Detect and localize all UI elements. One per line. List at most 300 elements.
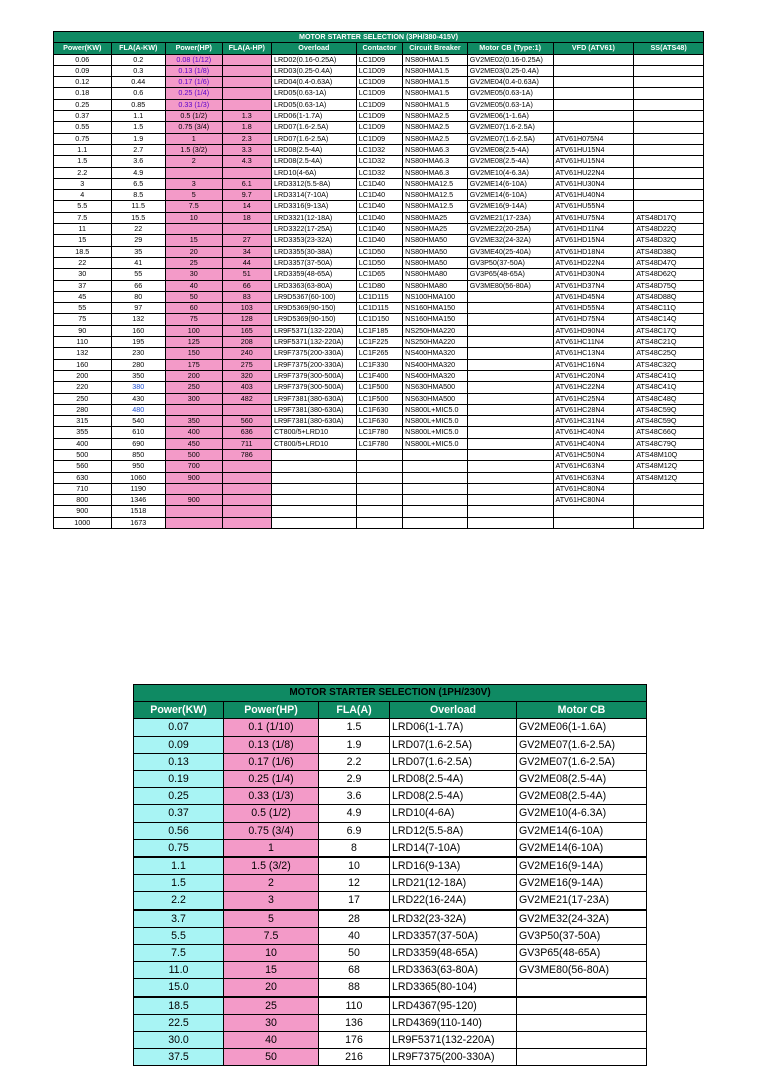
table-cell <box>634 122 704 133</box>
table-row <box>54 472 704 483</box>
table-row <box>54 269 704 280</box>
table-cell <box>403 495 468 506</box>
table-title: MOTOR STARTER SELECTION (3PH/380-415V) <box>54 32 704 43</box>
table-cell <box>517 1014 647 1031</box>
table-cell: 75 <box>54 314 112 325</box>
table-cell: 450 <box>166 438 223 449</box>
table-cell: ATV61HC20N4 <box>553 370 634 381</box>
table-cell: 50 <box>166 291 223 302</box>
table-cell: LC1D40 <box>356 212 402 223</box>
table-cell <box>553 122 634 133</box>
table-cell: 20 <box>224 979 319 997</box>
table-cell <box>403 449 468 460</box>
table-cell: 710 <box>54 483 112 494</box>
table-cell: NS80HMA2.5 <box>403 111 468 122</box>
table-cell: 610 <box>111 427 166 438</box>
table-cell: LRD3355(30-38A) <box>271 246 356 257</box>
table-cell: 1673 <box>111 517 166 528</box>
table-cell <box>271 483 356 494</box>
table-cell: ATV61HC40N4 <box>553 438 634 449</box>
table-cell: NS80HMA1.5 <box>403 54 468 65</box>
table-cell: 0.19 <box>134 771 224 788</box>
table-cell: 220 <box>54 382 112 393</box>
table-cell: 900 <box>166 495 223 506</box>
table-row <box>134 910 647 928</box>
table-cell: 17 <box>319 892 390 910</box>
table-cell: 0.2 <box>111 54 166 65</box>
table-cell: ATV61HD75N4 <box>553 314 634 325</box>
table-cell: LRD10(4-6A) <box>390 805 517 822</box>
table-cell <box>634 88 704 99</box>
table-cell: ATS48C11Q <box>634 303 704 314</box>
table-cell <box>222 99 271 110</box>
table-cell: 275 <box>222 359 271 370</box>
table-cell: ATV61HC13N4 <box>553 348 634 359</box>
table-cell: 15 <box>224 962 319 979</box>
table-cell <box>467 404 553 415</box>
table-cell: 200 <box>54 370 112 381</box>
table-cell: 6.5 <box>111 178 166 189</box>
table-cell: 128 <box>222 314 271 325</box>
table-cell: LRD3363(63-80A) <box>390 962 517 979</box>
table-cell: LRD32(23-32A) <box>390 910 517 928</box>
table-cell: 630 <box>54 472 112 483</box>
table-cell: NS80HMA80 <box>403 269 468 280</box>
table-cell: LC1F780 <box>356 427 402 438</box>
table-cell: 9.7 <box>222 190 271 201</box>
table-cell: GV2ME08(2.5-4A) <box>517 771 647 788</box>
table-cell: 0.75 <box>54 133 112 144</box>
table-cell: ATS48D22Q <box>634 224 704 235</box>
table-row <box>54 506 704 517</box>
table-row <box>134 875 647 892</box>
table-cell: CT800/5+LRD10 <box>271 427 356 438</box>
table-cell <box>634 517 704 528</box>
table-cell: 0.09 <box>54 65 112 76</box>
table-cell: GV2ME07(1.6-2.5A) <box>517 736 647 753</box>
table-cell: 83 <box>222 291 271 302</box>
table-cell: ATV61HD11N4 <box>553 224 634 235</box>
table-cell: 110 <box>319 997 390 1015</box>
table-cell: 165 <box>222 325 271 336</box>
table-cell: NS800L+MIC5.0 <box>403 416 468 427</box>
table-cell: NS80HMA1.5 <box>403 99 468 110</box>
table-row <box>54 427 704 438</box>
table-row <box>54 483 704 494</box>
table-cell: 25 <box>166 257 223 268</box>
table-cell: 700 <box>166 461 223 472</box>
table-cell: 30.0 <box>134 1032 224 1049</box>
table-cell: 15 <box>54 235 112 246</box>
table-cell: 100 <box>166 325 223 336</box>
table-cell: 0.09 <box>134 736 224 753</box>
table-row <box>134 771 647 788</box>
table-cell <box>467 359 553 370</box>
table-cell: GV2ME08(2.5-4A) <box>517 788 647 805</box>
table-cell: GV3ME80(56-80A) <box>467 280 553 291</box>
table-cell: 7.5 <box>54 212 112 223</box>
table-cell: 1518 <box>111 506 166 517</box>
table-cell: ATV61HD22N4 <box>553 257 634 268</box>
table-cell: NS80HMA1.5 <box>403 88 468 99</box>
table-row <box>54 246 704 257</box>
table-cell: ATS48C21Q <box>634 337 704 348</box>
table-cell: NS400HMA320 <box>403 359 468 370</box>
table-cell: 1346 <box>111 495 166 506</box>
table-cell: ATV61HD15N4 <box>553 235 634 246</box>
table-cell: ATS48C14Q <box>634 314 704 325</box>
table-cell: LRD3359(48-65A) <box>271 269 356 280</box>
table-cell: GV2ME22(20-25A) <box>467 224 553 235</box>
table-cell: LR9D5369(90-150) <box>271 314 356 325</box>
table-cell: 560 <box>222 416 271 427</box>
table-cell: ATV61HC63N4 <box>553 472 634 483</box>
table-cell: 1.5 <box>54 156 112 167</box>
table-cell <box>553 506 634 517</box>
table-cell: 10 <box>319 857 390 875</box>
table-cell <box>634 178 704 189</box>
table-cell: ATS48C48Q <box>634 393 704 404</box>
table-cell <box>222 506 271 517</box>
table-cell: 3 <box>54 178 112 189</box>
table-cell <box>222 404 271 415</box>
table-cell: ATV61HC80N4 <box>553 483 634 494</box>
table-cell <box>356 461 402 472</box>
table-row <box>54 111 704 122</box>
table-cell: GV3ME40(25-40A) <box>467 246 553 257</box>
table-cell: 3.7 <box>134 910 224 928</box>
table-cell: 40 <box>224 1032 319 1049</box>
table-cell: GV2ME07(1.6-2.5A) <box>467 122 553 133</box>
column-header: VFD (ATV61) <box>553 43 634 54</box>
table-cell: LR9D5367(60-100) <box>271 291 356 302</box>
table-cell: 0.1 (1/10) <box>224 719 319 736</box>
table-cell: 55 <box>111 269 166 280</box>
table-cell: 1.5 <box>134 875 224 892</box>
table-cell: 2.2 <box>319 753 390 770</box>
table-row <box>134 822 647 839</box>
table-row <box>54 156 704 167</box>
table-cell: 6.9 <box>319 822 390 839</box>
table-cell: LR9F5371(132-220A) <box>271 337 356 348</box>
table-cell <box>467 506 553 517</box>
table-cell: 7.5 <box>166 201 223 212</box>
table-row <box>134 979 647 997</box>
table-cell: NS160HMA150 <box>403 303 468 314</box>
table-cell: 2.3 <box>222 133 271 144</box>
table-cell: ATS48C17Q <box>634 325 704 336</box>
table-cell: ATS48M10Q <box>634 449 704 460</box>
table-cell: 0.6 <box>111 88 166 99</box>
table-cell: ATS48D47Q <box>634 257 704 268</box>
table-cell: ATS48C59Q <box>634 404 704 415</box>
table-row <box>54 438 704 449</box>
table-cell: 200 <box>166 370 223 381</box>
table-cell <box>222 167 271 178</box>
table-cell: 75 <box>166 314 223 325</box>
table-cell: LR9F7375(200-330A) <box>390 1049 517 1066</box>
table-row <box>54 122 704 133</box>
table-cell: LC1D32 <box>356 144 402 155</box>
table-cell: 2.2 <box>54 167 112 178</box>
table-cell <box>467 483 553 494</box>
table-cell: LC1F265 <box>356 348 402 359</box>
table-cell: 355 <box>54 427 112 438</box>
table-cell: 28 <box>319 910 390 928</box>
table-cell: LC1F400 <box>356 370 402 381</box>
column-header: FLA(A) <box>319 702 390 719</box>
table-cell: LR9F7381(380-630A) <box>271 404 356 415</box>
table-cell <box>222 472 271 483</box>
table-cell: ATV61HC31N4 <box>553 416 634 427</box>
column-header: Circuit Breaker <box>403 43 468 54</box>
table-cell: 2.9 <box>319 771 390 788</box>
table-cell: 50 <box>224 1049 319 1066</box>
table-cell: NS80HMA1.5 <box>403 65 468 76</box>
table-cell: 0.5 (1/2) <box>224 805 319 822</box>
table-cell: 786 <box>222 449 271 460</box>
table-cell <box>403 517 468 528</box>
table-title: MOTOR STARTER SELECTION (1PH/230V) <box>134 685 647 702</box>
table-cell: 1.3 <box>222 111 271 122</box>
table-cell: LC1D09 <box>356 77 402 88</box>
table-cell: 0.33 (1/3) <box>224 788 319 805</box>
table-cell <box>467 325 553 336</box>
table-cell: GV2ME06(1-1.6A) <box>517 719 647 736</box>
table-cell: 400 <box>166 427 223 438</box>
table-cell: ATV61H075N4 <box>553 133 634 144</box>
table-cell: 0.17 (1/6) <box>166 77 223 88</box>
table-cell: GV2ME07(1.6-2.5A) <box>467 133 553 144</box>
motor-starter-1ph-table <box>133 684 647 1066</box>
table-cell: LRD4369(110-140) <box>390 1014 517 1031</box>
table-cell <box>517 1032 647 1049</box>
column-header: Power(HP) <box>224 702 319 719</box>
table-cell: 10 <box>224 945 319 962</box>
table-cell: LC1F500 <box>356 382 402 393</box>
table-cell: 5 <box>166 190 223 201</box>
table-cell <box>356 517 402 528</box>
table-cell: NS80HMA12.5 <box>403 178 468 189</box>
table-cell: 2.7 <box>111 144 166 155</box>
table-cell: 1060 <box>111 472 166 483</box>
table-row <box>54 235 704 246</box>
table-cell: LC1D40 <box>356 224 402 235</box>
table-cell <box>467 495 553 506</box>
table-cell <box>553 77 634 88</box>
table-cell: LC1D40 <box>356 190 402 201</box>
table-cell: GV3P65(48-65A) <box>517 945 647 962</box>
table-cell: 30 <box>224 1014 319 1031</box>
table-cell <box>356 495 402 506</box>
column-header: SS(ATS48) <box>634 43 704 54</box>
table-cell: NS400HMA320 <box>403 348 468 359</box>
table-cell: 5 <box>224 910 319 928</box>
table-cell: LC1D09 <box>356 111 402 122</box>
table-cell: 0.18 <box>54 88 112 99</box>
table-cell: 30 <box>54 269 112 280</box>
table-cell: GV2ME03(0.25-0.4A) <box>467 65 553 76</box>
table-cell: 25 <box>224 997 319 1015</box>
table-cell <box>634 65 704 76</box>
table-cell: 10 <box>166 212 223 223</box>
table-row <box>54 88 704 99</box>
table-cell: NS100HMA100 <box>403 291 468 302</box>
table-row <box>54 224 704 235</box>
table-cell: 18 <box>222 212 271 223</box>
table-cell: NS630HMA500 <box>403 393 468 404</box>
table-row <box>54 449 704 460</box>
table-cell: 315 <box>54 416 112 427</box>
table-cell <box>222 224 271 235</box>
table-cell: ATV61HC11N4 <box>553 337 634 348</box>
table-cell: LRD07(1.6-2.5A) <box>390 753 517 770</box>
table-cell: GV2ME32(24-32A) <box>467 235 553 246</box>
table-cell: LRD22(16-24A) <box>390 892 517 910</box>
table-cell: 1.8 <box>222 122 271 133</box>
table-cell: ATV61HC25N4 <box>553 393 634 404</box>
table-cell: GV3ME80(56-80A) <box>517 962 647 979</box>
table-cell: NS80HMA25 <box>403 224 468 235</box>
table-cell: LC1F780 <box>356 438 402 449</box>
column-header: Power(KW) <box>54 43 112 54</box>
table-row <box>54 133 704 144</box>
table-cell: ATV61HD45N4 <box>553 291 634 302</box>
table-cell <box>166 506 223 517</box>
table-cell: 403 <box>222 382 271 393</box>
table-cell: ATV61HC16N4 <box>553 359 634 370</box>
table-row <box>54 393 704 404</box>
table-cell <box>553 111 634 122</box>
table-cell <box>553 54 634 65</box>
table-row <box>54 201 704 212</box>
table-cell <box>166 224 223 235</box>
table-cell: 5.5 <box>134 927 224 944</box>
table-cell: 66 <box>111 280 166 291</box>
table-cell: ATS48C79Q <box>634 438 704 449</box>
table-cell: GV2ME08(2.5-4A) <box>467 156 553 167</box>
table-cell <box>553 65 634 76</box>
table-cell: 3 <box>224 892 319 910</box>
table-cell: CT800/5+LRD10 <box>271 438 356 449</box>
table-cell: 0.25 <box>134 788 224 805</box>
table-cell: LRD07(1.6-2.5A) <box>271 133 356 144</box>
table-cell <box>356 506 402 517</box>
table-cell: 1190 <box>111 483 166 494</box>
table-row <box>54 54 704 65</box>
table-cell: LC1D150 <box>356 314 402 325</box>
table-cell: 0.12 <box>54 77 112 88</box>
column-header: FLA(A-KW) <box>111 43 166 54</box>
table-row <box>54 291 704 302</box>
table-cell: 0.85 <box>111 99 166 110</box>
table-cell: 132 <box>54 348 112 359</box>
table-cell <box>634 144 704 155</box>
table-row <box>54 77 704 88</box>
table-cell <box>222 65 271 76</box>
table-cell: 7.5 <box>224 927 319 944</box>
table-cell: NS160HMA150 <box>403 314 468 325</box>
table-cell: 12 <box>319 875 390 892</box>
table-row <box>54 314 704 325</box>
table-cell: 35 <box>111 246 166 257</box>
table-cell: GV3P50(37-50A) <box>517 927 647 944</box>
table-cell: 0.37 <box>134 805 224 822</box>
table-row <box>134 892 647 910</box>
table-cell: 690 <box>111 438 166 449</box>
table-cell: 136 <box>319 1014 390 1031</box>
table-cell: LRD3316(9-13A) <box>271 201 356 212</box>
table-cell: ATV61HU40N4 <box>553 190 634 201</box>
table-cell: 482 <box>222 393 271 404</box>
table-cell: LRD07(1.6-2.5A) <box>271 122 356 133</box>
table-cell: NS80HMA80 <box>403 280 468 291</box>
table-cell: ATV61HU15N4 <box>553 144 634 155</box>
table-cell: 300 <box>166 393 223 404</box>
table-cell <box>467 416 553 427</box>
table-cell: 0.55 <box>54 122 112 133</box>
table-cell <box>356 472 402 483</box>
table-cell: LC1D65 <box>356 269 402 280</box>
table-cell: NS400HMA320 <box>403 370 468 381</box>
table-cell: ATV61HD18N4 <box>553 246 634 257</box>
table-row <box>54 370 704 381</box>
table-cell: 4.3 <box>222 156 271 167</box>
table-cell: LC1F330 <box>356 359 402 370</box>
table-cell <box>166 483 223 494</box>
table-row <box>54 167 704 178</box>
table-row <box>54 348 704 359</box>
table-cell: LRD3312(5.5-8A) <box>271 178 356 189</box>
table-cell: LR9F7375(200-330A) <box>271 359 356 370</box>
table-cell: ATS48D75Q <box>634 280 704 291</box>
table-row <box>54 178 704 189</box>
table-row <box>134 839 647 857</box>
table-cell: 68 <box>319 962 390 979</box>
table-cell <box>271 495 356 506</box>
table-cell: ATV61HC22N4 <box>553 382 634 393</box>
table-cell: ATV61HC63N4 <box>553 461 634 472</box>
table-cell <box>467 517 553 528</box>
table-cell: 380 <box>111 382 166 393</box>
table-cell: ATS48C59Q <box>634 416 704 427</box>
table-cell: LR9F5371(132-220A) <box>390 1032 517 1049</box>
table-cell: NS80HMA2.5 <box>403 133 468 144</box>
table-cell: 30 <box>166 269 223 280</box>
table-row <box>54 257 704 268</box>
table-cell: NS80HMA50 <box>403 246 468 257</box>
table-cell: 0.13 (1/8) <box>166 65 223 76</box>
table-cell: LR9F7381(380-630A) <box>271 393 356 404</box>
table-cell: GV2ME14(6-10A) <box>517 822 647 839</box>
table-cell: ATV61HU75N4 <box>553 212 634 223</box>
table-cell: 60 <box>166 303 223 314</box>
table-cell: 250 <box>54 393 112 404</box>
table-cell: LRD06(1-1.7A) <box>271 111 356 122</box>
table-cell: NS630HMA500 <box>403 382 468 393</box>
table-row <box>134 997 647 1015</box>
table-cell: 0.08 (1/12) <box>166 54 223 65</box>
table-cell: 45 <box>54 291 112 302</box>
table-cell <box>467 449 553 460</box>
table-cell: GV2ME14(6-10A) <box>467 190 553 201</box>
table-cell: 150 <box>166 348 223 359</box>
table-cell <box>634 495 704 506</box>
table-cell: 900 <box>166 472 223 483</box>
table-cell: LRD3321(12-18A) <box>271 212 356 223</box>
table-cell: 27 <box>222 235 271 246</box>
table-cell: 1.5 <box>111 122 166 133</box>
